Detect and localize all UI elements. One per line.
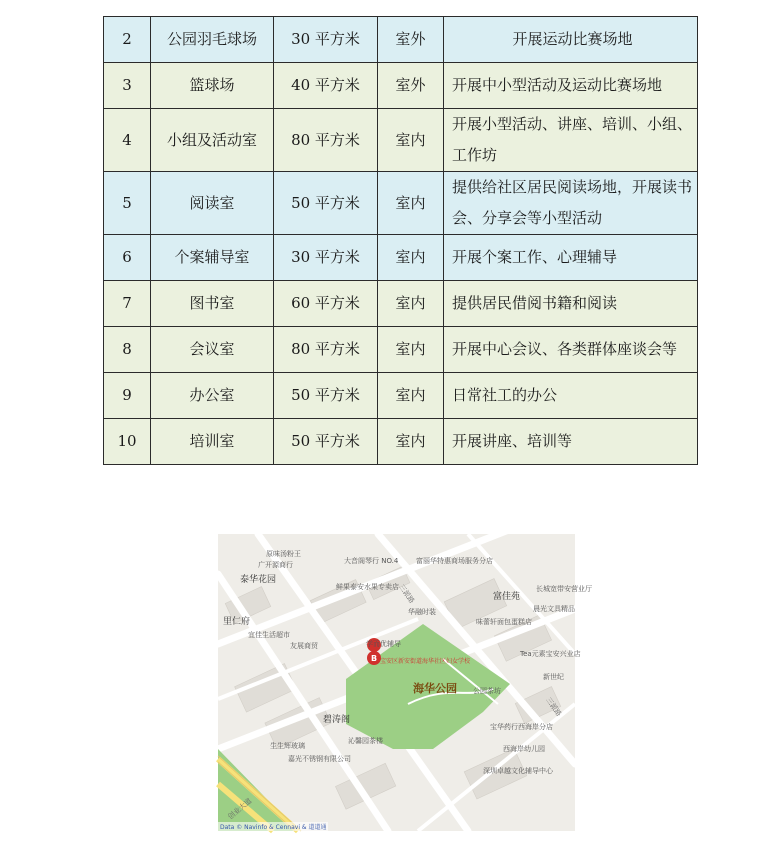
facility-usage-cell: 提供居民借阅书籍和阅读 [444,281,698,327]
facility-type-cell: 室外 [378,17,444,63]
facility-type-cell: 室内 [378,327,444,373]
table-row [104,327,698,373]
facility-area-cell: 50 平方米 [274,419,378,465]
marker-letter: B [370,654,378,663]
map-label-road-sanpai-2: 三派路 [544,696,563,718]
facility-name-cell: 会议室 [151,327,274,373]
map-label-shop16: 西海岸幼儿园 [503,745,545,753]
map-label-shop18: 沁馨园茶楼 [348,737,383,745]
map-label-shop17: 深圳卓越文化辅导中心 [483,767,553,775]
row-number-cell: 7 [104,281,151,327]
facility-table [103,16,698,465]
facility-area-cell: 30 平方米 [274,235,378,281]
map-label-bitao: 碧涛阁 [323,715,351,725]
table-row [104,17,698,63]
facility-type-cell: 室内 [378,235,444,281]
map-label-shop1: 原味汤粉王 [266,550,301,558]
facility-name-cell: 篮球场 [151,63,274,109]
facility-type-cell: 室内 [378,373,444,419]
facility-usage-cell: 开展个案工作、心理辅导 [444,235,698,281]
row-number-cell: 2 [104,17,151,63]
map-label-shop6: 华融时装 [408,608,436,616]
map-label-shop7: 学而优辅导 [366,640,401,648]
facility-type-cell: 室内 [378,109,444,172]
facility-usage-cell: 开展小型活动、讲座、培训、小组、工作坊 [444,109,698,172]
facility-area-cell: 80 平方米 [274,109,378,172]
row-number-cell: 4 [104,109,151,172]
table-row [104,373,698,419]
table-row [104,281,698,327]
facility-table-body [104,17,698,465]
facility-name-cell: 小组及活动室 [151,109,274,172]
map-label-park: 海华公园 [413,682,457,695]
table-row [104,235,698,281]
map-label-shop14: 新世纪 [543,673,564,681]
facility-usage-cell: 开展中小型活动及运动比赛场地 [444,63,698,109]
map-label-park-tea: 公园茶坊 [473,687,501,695]
facility-name-cell: 阅读室 [151,172,274,235]
map-label-shop3: 鲜果泰安水果专卖店 [336,583,399,591]
facility-usage-cell: 日常社工的办公 [444,373,698,419]
facility-type-cell: 室外 [378,63,444,109]
map-label-shop13: Tea元素宝安兴业店 [520,650,581,658]
map-label-shop20: 嘉光不锈钢有限公司 [288,755,351,763]
row-number-cell: 5 [104,172,151,235]
facility-usage-cell: 开展运动比赛场地 [444,17,698,63]
facility-usage-cell: 提供给社区居民阅读场地，开展读书会、分享会等小型活动 [444,172,698,235]
map-label-shop8: 宜佳生活超市 [248,631,290,639]
facility-name-cell: 办公室 [151,373,274,419]
map-label-shop11: 长城宽带安营业厅 [536,585,592,593]
map-label-fujia: 富佳苑 [493,592,521,602]
facility-type-cell: 室内 [378,281,444,327]
map-label-road-sanpai: 三派路 [397,583,416,605]
facility-name-cell: 图书室 [151,281,274,327]
table-row [104,109,698,172]
facility-usage-cell: 开展中心会议、各类群体座谈会等 [444,327,698,373]
facility-name-cell: 个案辅导室 [151,235,274,281]
map-label-road-xinan: 创业大道 [226,796,254,822]
map-label-liren: 里仁府 [223,617,251,627]
facility-area-cell: 50 平方米 [274,373,378,419]
map-label-shop4: 大音阁琴行 NO.4 [344,557,399,565]
map-label-taihua: 泰华花园 [240,575,277,585]
row-number-cell: 10 [104,419,151,465]
map-label-shop2: 广开源商行 [258,561,293,569]
row-number-cell: 3 [104,63,151,109]
map-label-shop10: 味蕾轩面包蛋糕店 [476,618,532,626]
facility-area-cell: 40 平方米 [274,63,378,109]
facility-type-cell: 室内 [378,172,444,235]
map-label-shop12: 晨光文具精品 [533,605,575,613]
map-label-shop15: 宝华药行西海岸分店 [490,723,553,731]
table-row [104,419,698,465]
row-number-cell: 8 [104,327,151,373]
facility-name-cell: 培训室 [151,419,274,465]
facility-name-cell: 公园羽毛球场 [151,17,274,63]
row-number-cell: 9 [104,373,151,419]
facility-area-cell: 60 平方米 [274,281,378,327]
table-row [104,63,698,109]
map-label-shop19: 生生辉玻璃 [270,742,305,750]
facility-area-cell: 30 平方米 [274,17,378,63]
row-number-cell: 6 [104,235,151,281]
map-credit: Data © Navinfo & Cennavi & 道道通 [220,824,327,831]
facility-area-cell: 50 平方米 [274,172,378,235]
location-map [218,534,592,831]
map-label-shop5: 富丽华特惠商场服务分店 [416,557,493,565]
facility-area-cell: 80 平方米 [274,327,378,373]
facility-type-cell: 室内 [378,419,444,465]
map-label-shop9: 友展商贸 [290,642,318,650]
facility-usage-cell: 开展讲座、培训等 [444,419,698,465]
map-marker-label: 宝安区新安街道海华社区妇女学校 [380,658,471,665]
table-row [104,172,698,235]
